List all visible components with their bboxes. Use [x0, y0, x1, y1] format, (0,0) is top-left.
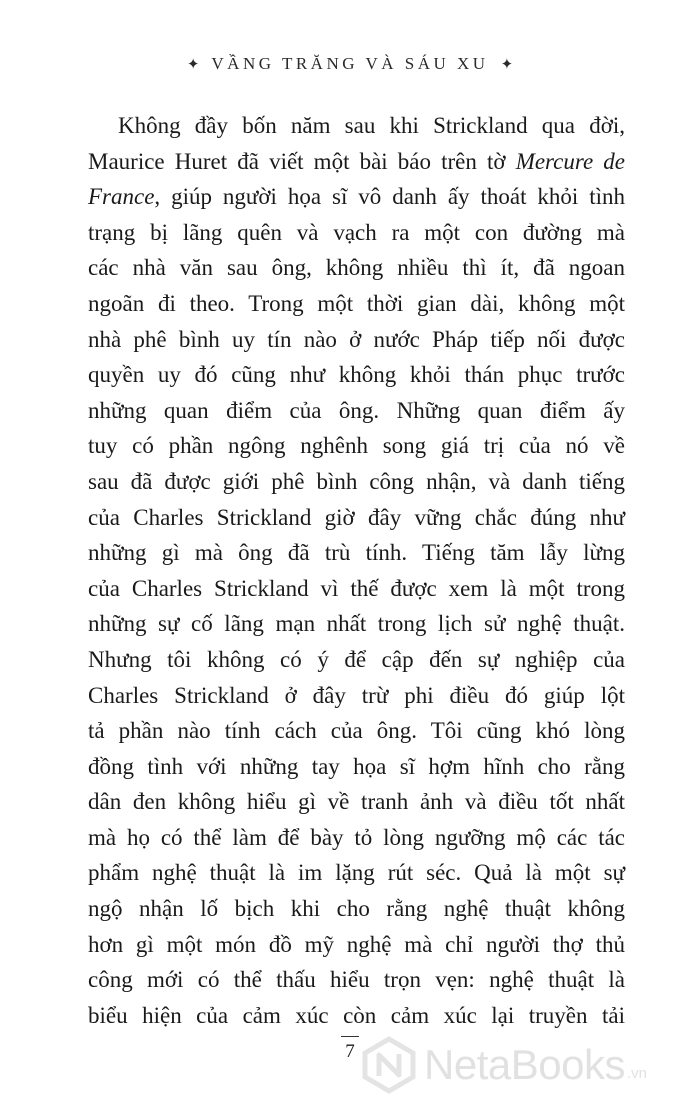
- page-number: 7: [345, 1041, 355, 1062]
- body-line: mà họ có thể làm để bày tỏ lòng ngưỡng mộ các tác: [88, 824, 625, 850]
- body-line: các nhà văn sau ông, không nhiều thì ít, đã ngoan: [88, 255, 625, 281]
- body-line: Nhưng tôi không có ý để cập đến sự nghiệp của: [88, 646, 625, 672]
- body-text: [88, 108, 625, 1033]
- watermark-suffix: .vn: [626, 1065, 647, 1082]
- running-header: [0, 54, 700, 74]
- body-line: đồng tình với những tay họa sĩ hợm hĩnh cho rằng: [88, 753, 625, 779]
- body-line: Charles Strickland ở đây trừ phi điều đó giúp lột: [88, 682, 625, 708]
- body-line: những gì mà ông đã trù tính. Tiếng tăm lẫy lừng: [88, 540, 625, 566]
- body-line: Không đầy bốn năm sau khi Strickland qua đời,: [118, 113, 625, 138]
- body-line: công mới có thể thấu hiểu trọn vẹn: nghệ thuật là: [88, 967, 625, 993]
- body-line: hơn gì một món đồ mỹ nghệ mà chỉ người thợ thủ: [88, 931, 625, 957]
- body-line: dân đen không hiểu gì về tranh ảnh và điều tốt nhất: [88, 789, 625, 815]
- body-line: sau đã được giới phê bình công nhận, và danh tiếng: [88, 468, 625, 494]
- body-line: của Charles Strickland vì thế được xem là một trong: [88, 575, 625, 601]
- page-number-rule: [341, 1036, 359, 1037]
- body-line: trạng bị lãng quên và vạch ra một con đường mà: [88, 219, 625, 245]
- body-line: tả phần nào tính cách của ông. Tôi cũng khó lòng: [88, 718, 625, 744]
- journal-title-italic: France: [88, 184, 155, 210]
- body-line: ngoãn đi theo. Trong một thời gian dài, không một: [88, 290, 625, 316]
- body-line: những sự cố lãng mạn nhất trong lịch sử nghệ thuật.: [88, 611, 625, 637]
- watermark: [360, 1030, 690, 1100]
- body-line: ngộ nhận lố bịch khi cho rằng nghệ thuật không: [88, 896, 625, 922]
- neta-logo-icon: [360, 1036, 418, 1094]
- body-line: biểu hiện của cảm xúc còn cảm xúc lại truyền tải: [88, 1002, 625, 1028]
- body-line: của Charles Strickland giờ đây vững chắc đúng như: [88, 504, 625, 530]
- journal-title-italic: Mercure de: [515, 148, 625, 174]
- ornament-right-icon: ✦: [500, 57, 514, 73]
- body-line: những quan điểm của ông. Những quan điểm ấy: [88, 397, 625, 423]
- body-line: quyền uy đó cũng như không khỏi thán phục trước: [88, 362, 625, 388]
- body-line: phẩm nghệ thuật là im lặng rút séc. Quả là một sự: [88, 860, 625, 886]
- body-line: nhà phê bình uy tín nào ở nước Pháp tiếp nối được: [88, 326, 625, 352]
- body-line: France, giúp người họa sĩ vô danh ấy thoát khỏi tình: [88, 184, 625, 210]
- ornament-left-icon: ✦: [186, 57, 200, 73]
- body-line: Maurice Huret đã viết một bài báo trên tờ Mercure de: [88, 148, 625, 174]
- running-header-title: VẦNG TRĂNG VÀ SÁU XU: [211, 54, 489, 73]
- body-line: tuy có phần ngông nghênh song giá trị của nó về: [88, 433, 625, 459]
- watermark-brand: NetaBooks: [424, 1041, 625, 1088]
